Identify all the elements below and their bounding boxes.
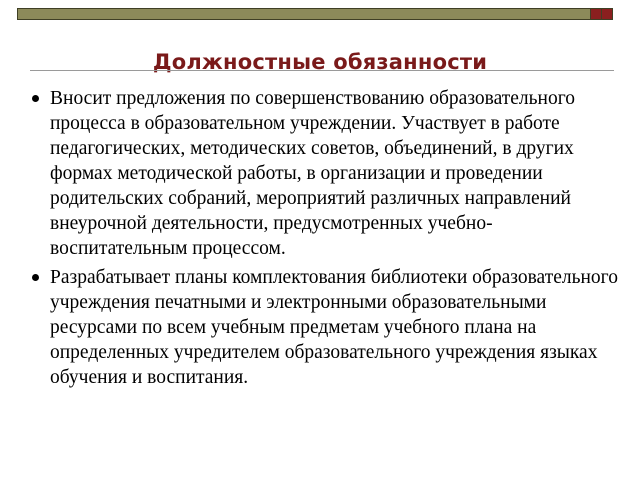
decorative-top-bar — [17, 8, 613, 20]
top-bar-square — [602, 9, 612, 19]
bullet-text: Вносит предложения по совершенствованию образовательного процесса в образовательном учреждении. Участвует в работе педагогических, методических советов, объединений, в других формах методической работы, в организации и проведении родительских собраний, мероприятий различных направлений внеурочной деятельности, предусмотренных учебно-воспитательным процессом. — [50, 88, 576, 259]
title-divider — [30, 70, 614, 71]
top-bar-band — [18, 9, 591, 19]
slide-title: Должностные обязанности — [152, 50, 488, 74]
bullet-dot-icon — [32, 95, 39, 102]
bullet-list — [30, 86, 622, 394]
top-bar-square — [591, 9, 602, 19]
bullet-item — [30, 86, 622, 261]
bullet-text: Разрабатывает планы комплектования библиотеки образовательного учреждения печатными и электронными образовательными ресурсами по всем учебным предметам учебного плана на определенных учредителем образовательного учреждения языках обучения и воспитания. — [50, 267, 618, 388]
bullet-item — [30, 265, 622, 390]
bullet-dot-icon — [32, 274, 39, 281]
